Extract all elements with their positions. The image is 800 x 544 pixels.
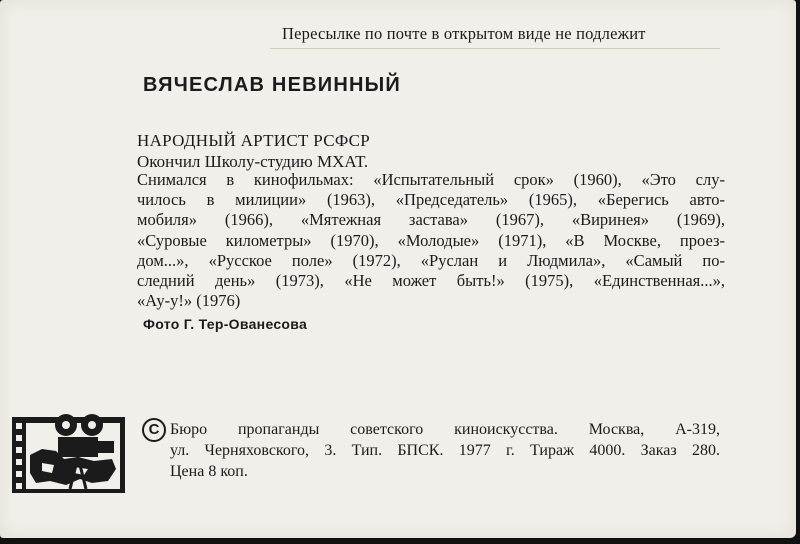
filmography-line: дом...», «Русское поле» (1972), «Руслан и Людмила», «Самый по- — [137, 250, 725, 270]
film-bureau-logo-icon — [12, 411, 125, 493]
filmography-paragraph — [137, 170, 725, 311]
filmography-line: чилось в милиции» (1963), «Председатель» (1965), «Берегись авто- — [137, 190, 725, 210]
filmography-line: «Суровые километры» (1970), «Молодые» (1971), «В Москве, проез- — [137, 230, 725, 250]
filmography-line: следний день» (1973), «Не может быть!» (1975), «Единственная...», — [137, 270, 725, 290]
actor-name: ВЯЧЕСЛАВ НЕВИННЫЙ — [143, 74, 401, 96]
mailing-notice: Пересылке по почте в открытом виде не подлежит — [282, 24, 646, 43]
publisher-imprint — [170, 419, 720, 482]
notice-divider — [270, 48, 720, 49]
imprint-line: Бюро пропаганды советского киноискусства. Москва, А-319, — [170, 421, 720, 438]
imprint-line: ул. Черняховского, 3. Тип. БПСК. 1977 г. Тираж 4000. Заказ 280. — [170, 442, 720, 459]
copyright-icon: C — [142, 418, 166, 442]
education-line: Окончил Школу-студию МХАТ. — [137, 152, 369, 171]
price-line: Цена 8 коп. — [170, 463, 248, 480]
filmography-line: «Ау-у!» (1976) — [137, 291, 241, 311]
filmography-line: мобиля» (1966), «Мятежная застава» (1967), «Виринея» (1969), — [137, 210, 725, 230]
filmography-line: Снимался в кинофильмах: «Испытательный срок» (1960), «Это слу- — [137, 170, 725, 189]
photo-credit: Фото Г. Тер-Ованесова — [143, 316, 308, 332]
honorary-title: НАРОДНЫЙ АРТИСТ РСФСР — [137, 131, 370, 150]
